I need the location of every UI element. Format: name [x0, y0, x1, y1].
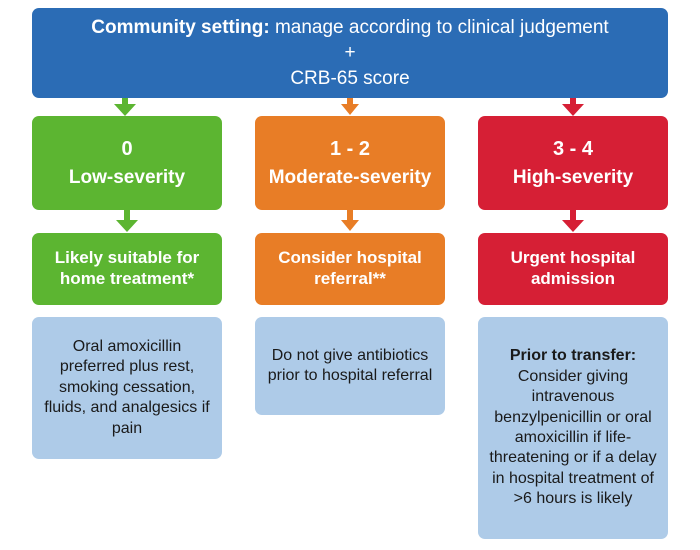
header-plus: + — [344, 42, 356, 64]
detail-text-moderate: Do not give antibiotics prior to hospital referral — [267, 346, 433, 384]
detail-text-high — [486, 346, 660, 510]
detail-text-low: Oral amoxicillin preferred plus rest, smoking cessation, fluids, and analgesics if pain — [44, 337, 210, 437]
severity-label-high: High-severity — [512, 166, 634, 188]
detail-box-high — [478, 317, 668, 539]
severity-box-moderate — [255, 116, 445, 210]
severity-score-high: 3 - 4 — [552, 138, 594, 161]
header-title — [91, 16, 608, 39]
detail-box-low — [32, 317, 222, 459]
severity-score-moderate: 1 - 2 — [329, 138, 371, 161]
severity-box-high — [478, 116, 668, 210]
detail-box-moderate — [255, 317, 445, 415]
action-box-low — [32, 233, 222, 305]
detail-heading-high: Prior to transfer: — [509, 347, 637, 365]
action-text-high: Urgent hospital admission — [510, 248, 636, 288]
action-text-low: Likely suitable for home treatment* — [54, 248, 200, 288]
header-title-rest: manage according to clinical judgement — [269, 17, 609, 39]
header-title-bold: Community setting: — [91, 17, 270, 39]
action-box-moderate — [255, 233, 445, 305]
action-box-high — [478, 233, 668, 305]
severity-box-low — [32, 116, 222, 210]
header-subtitle: CRB-65 score — [290, 67, 410, 89]
severity-label-low: Low-severity — [68, 166, 186, 188]
action-text-moderate: Consider hospital referral** — [278, 248, 422, 288]
detail-body-high: Consider giving intravenous benzylpenicillin or oral amoxicillin if life-threatening or if a delay in hospital treatment of >6 hours is likely — [489, 367, 657, 508]
severity-label-moderate: Moderate-severity — [268, 166, 432, 188]
header-box — [32, 8, 668, 98]
severity-score-low: 0 — [121, 138, 133, 161]
